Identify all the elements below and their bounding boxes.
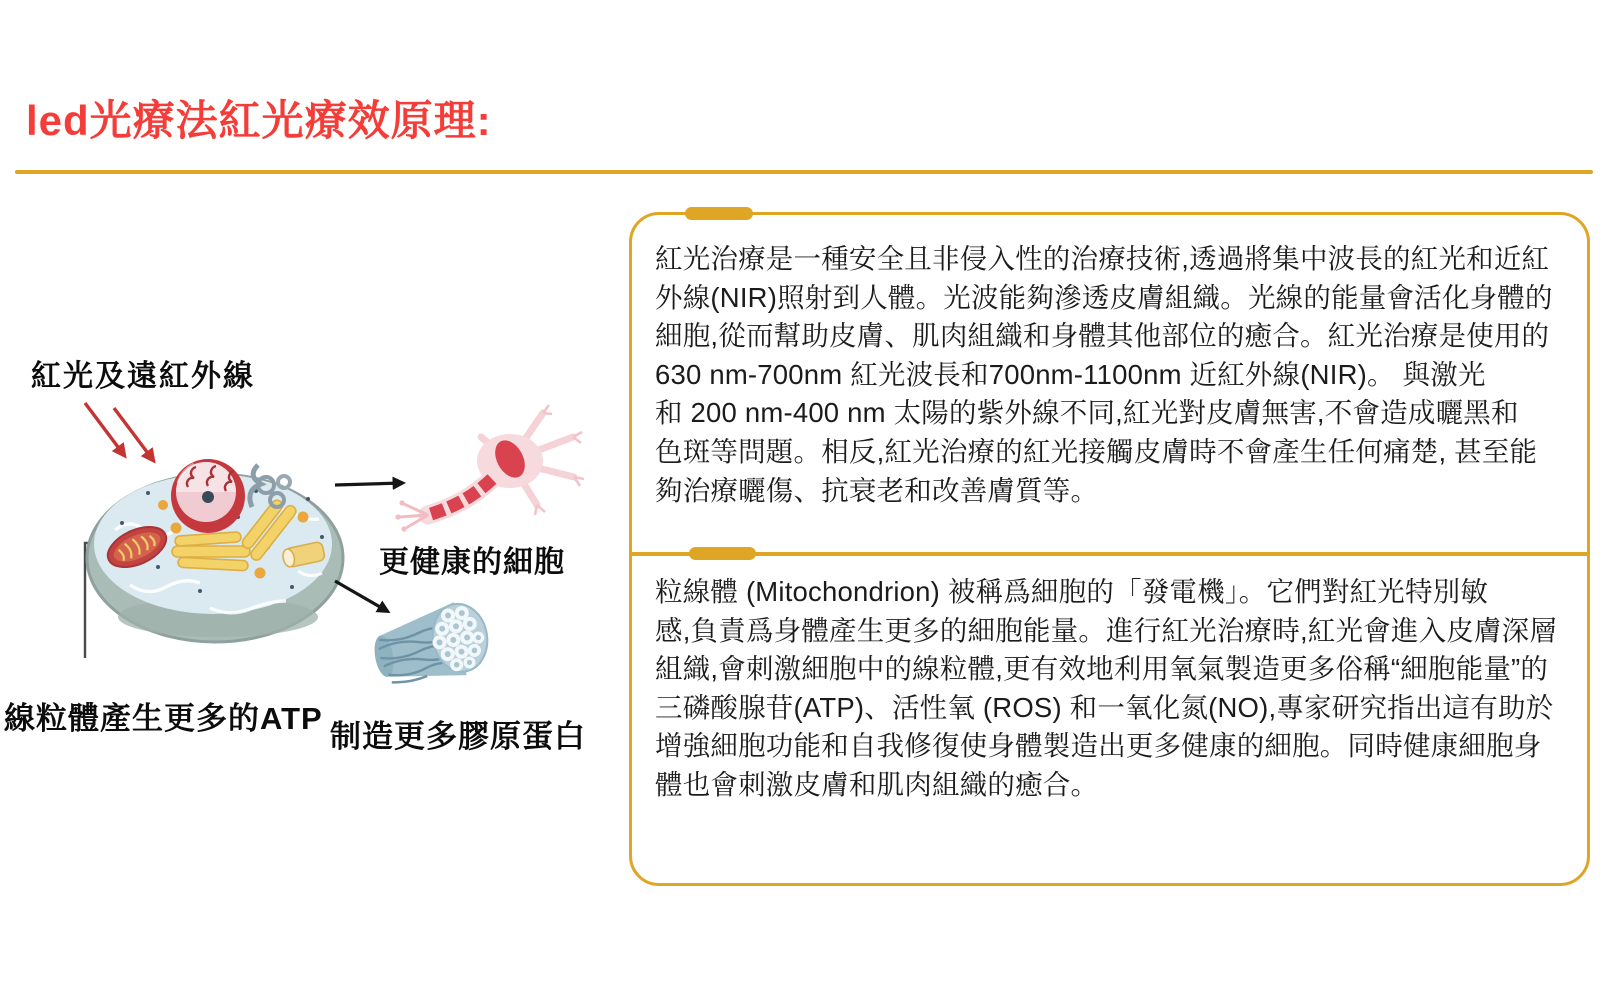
red-light-arrows-icon xyxy=(85,403,153,460)
text-line: 630 nm-700nm 紅光波長和700nm-1100nm 近紅外線(NIR)。 與激光 xyxy=(655,358,1486,390)
box-divider xyxy=(629,552,1590,556)
text-line: 增強細胞功能和自我修復使身體製造出更多健康的細胞。同時健康細胞身 xyxy=(655,730,1542,762)
info-box xyxy=(629,212,1590,886)
text-line: 和 200 nm-400 nm 太陽的紫外線不同,紅光對皮膚無害,不會造成曬黑和 xyxy=(655,397,1519,429)
text-line: 夠治療曬傷、抗衰老和改善膚質等。 xyxy=(655,474,1099,506)
divider-accent-pill xyxy=(689,547,756,560)
paragraph-red-light-intro xyxy=(655,240,1553,510)
arrow-to-collagen-icon xyxy=(335,581,387,611)
cell-diagram-illustration xyxy=(60,395,600,695)
label-collagen: 制造更多膠原蛋白 xyxy=(330,719,586,754)
text-line: 細胞,從而幫助皮膚、肌肉組織和身體其他部位的癒合。紅光治療是使用的 xyxy=(655,320,1550,352)
text-line: 感,負責爲身體產生更多的細胞能量。進行紅光治療時,紅光會進入皮膚深層 xyxy=(655,614,1558,646)
label-healthier-cell: 更健康的細胞 xyxy=(379,546,565,579)
text-line: 體也會刺激皮膚和肌肉組織的癒合。 xyxy=(655,768,1099,800)
text-line: 外線(NIR)照射到人體。光波能夠滲透皮膚組織。光線的能量會活化身體的 xyxy=(655,281,1553,313)
arrow-to-neuron-icon xyxy=(335,483,402,485)
page-title: led光療法紅光療效原理: xyxy=(26,97,492,144)
text-line: 三磷酸腺苷(ATP)、活性氧 (ROS) 和一氧化氮(NO),專家研究指出這有助於 xyxy=(655,691,1554,723)
text-line: 粒線體 (Mitochondrion) 被稱爲細胞的「發電機」。它們對紅光特別敏 xyxy=(655,576,1489,607)
paragraph-mitochondria xyxy=(655,573,1557,805)
label-mitochondria-atp: 線粒體產生更多的ATP xyxy=(4,701,323,736)
box-top-accent-pill xyxy=(685,207,753,220)
text-line: 紅光治療是一種安全且非侵入性的治療技術,透過將集中波長的紅光和近紅 xyxy=(655,243,1550,274)
text-line: 組織,會刺激細胞中的線粒體,更有效地利用氧氣製造更多俗稱“細胞能量”的 xyxy=(655,653,1549,685)
collagen-icon xyxy=(368,598,493,691)
nucleus-icon xyxy=(171,459,245,533)
neuron-icon xyxy=(395,405,584,532)
text-line: 色斑等問題。相反,紅光治療的紅光接觸皮膚時不會產生任何痛楚, 甚至能 xyxy=(655,435,1538,467)
title-underline xyxy=(15,170,1593,174)
label-red-and-far-infrared: 紅光及遠紅外線 xyxy=(31,360,255,393)
